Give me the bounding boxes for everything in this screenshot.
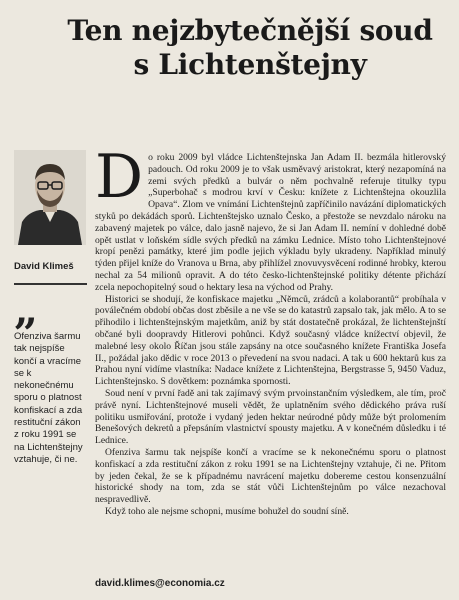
article-paragraph: Když toho ale nejsme schopni, musíme bohužel do soudní síně. xyxy=(105,505,349,517)
author-portrait xyxy=(14,150,86,245)
pullquote-text: Ofenziva šarmu tak nejspíše končí a vracíme se k nekonečnému sporu o platnost konfiskací a zda restituční zákon z roku 1991 se na Lichtenštejny vztahuje, či ne. xyxy=(14,331,83,465)
article-paragraph xyxy=(95,142,446,294)
drop-cap: D xyxy=(95,142,144,212)
pullquote-box xyxy=(14,283,87,466)
author-photo xyxy=(14,150,86,245)
article-body xyxy=(95,142,446,518)
author-name: David Klimeš xyxy=(14,261,74,272)
author-email[interactable]: david.klimes@economia.cz xyxy=(95,578,225,589)
quote-mark-icon: „ xyxy=(14,285,39,334)
article-paragraph: Ofenziva šarmu tak nejspíše končí a vracíme se k nekonečnému sporu o platnost konfiskací a zda restituční zákon z roku 1991 se na Lichtenštejny vztahuje, či ne. Přitom by jeden čekal, že se k případnému navrácení majetku dobereme cestou konsenzuální historické shody na tom, zda se stát vůči Lichtenštejnům po válce nezachoval nespravedlivě. xyxy=(95,446,446,506)
headline: Ten nejzbytečnější soud s Lichtenštejny xyxy=(67,14,433,81)
article-paragraph: Soud není v první řadě ani tak zajímavý svým prvoinstančním výsledkem, ale tím, proč právě nyní. Lichtenštejnové museli vědět, že uplatněním svého dědického práva ruší politiku usmiřování, protože i vydaný jeden hektar neúrodné půdy může být prolomením Benešových dekretů a přepsáním vlastnictví spousty majetku. A v konečném důsledku i té Lednice. xyxy=(95,387,446,447)
article-paragraph: Historici se shodují, že konfiskace majetku „Němců, zrádců a kolaborantů“ probíhala v poválečném období občas dost zběsile a ne vše se do katastrů zapsalo tak, jak mělo. A to se přihodilo i lichtenštejnským majetkům, aniž by stát dostatečně prokázal, že lichtenštejnští občané byli doopravdy Hitlerovi pohůnci. Když současný vládce knížectví objevil, že malebné lesy okolo Říčan jsou stále zapsány na otce současného knížete Františka Josefa II., požádal jako dědic v roce 2013 o převedení na svou nadaci. A tak u 600 hektarů kus za Prahou nyní vidíme vlastníka: Nadace knížete z Lichtenštejna, Bergstrasse 5, 9450 Vaduz, Lichtenštejnsko. S dovětkem: poznámka spornosti. xyxy=(95,293,446,388)
paragraph-text: o roku 2009 byl vládce Lichtenštejnska Jan Adam II. bezmála hitlerovský padouch. Od roku 2009 je to však usměvavý aristokrat, který nezapomíná na zemi svých předků a bulvár o něm pochvalně referuje titulky typu „Superbohač s modrou krví v Česku: knížete z Lichtenštejna okouzlila Opava“. Zlom ve vnímání Lichtenštejnů zapříčinilo navázání diplomatických styků po dekádách sporů. Lichtenštejsko uznalo Česko, a přestože se nevzdalo nároku na zabavený majetek po válce, dalo jasně najevo, že si Jan Adam II. nemíní v dohledné době opět ustlat v loňském sídle svých předků na zámku Lednice. Místo toho Lichtenštejnové kropí penězi památky, které jim podle jejich výkladu byly ukradeny. Například minulý týden přijel kníže do Vranova u Brna, aby přihlížel znovuvysvěcení rodinné hrobky, kterou nechal za 54 milionů opravit. A do této česko-lichtenštejnské politiky détente přichází zcela nepochopitelný soud o hektary lesa na východ od Prahy. xyxy=(95,152,446,293)
